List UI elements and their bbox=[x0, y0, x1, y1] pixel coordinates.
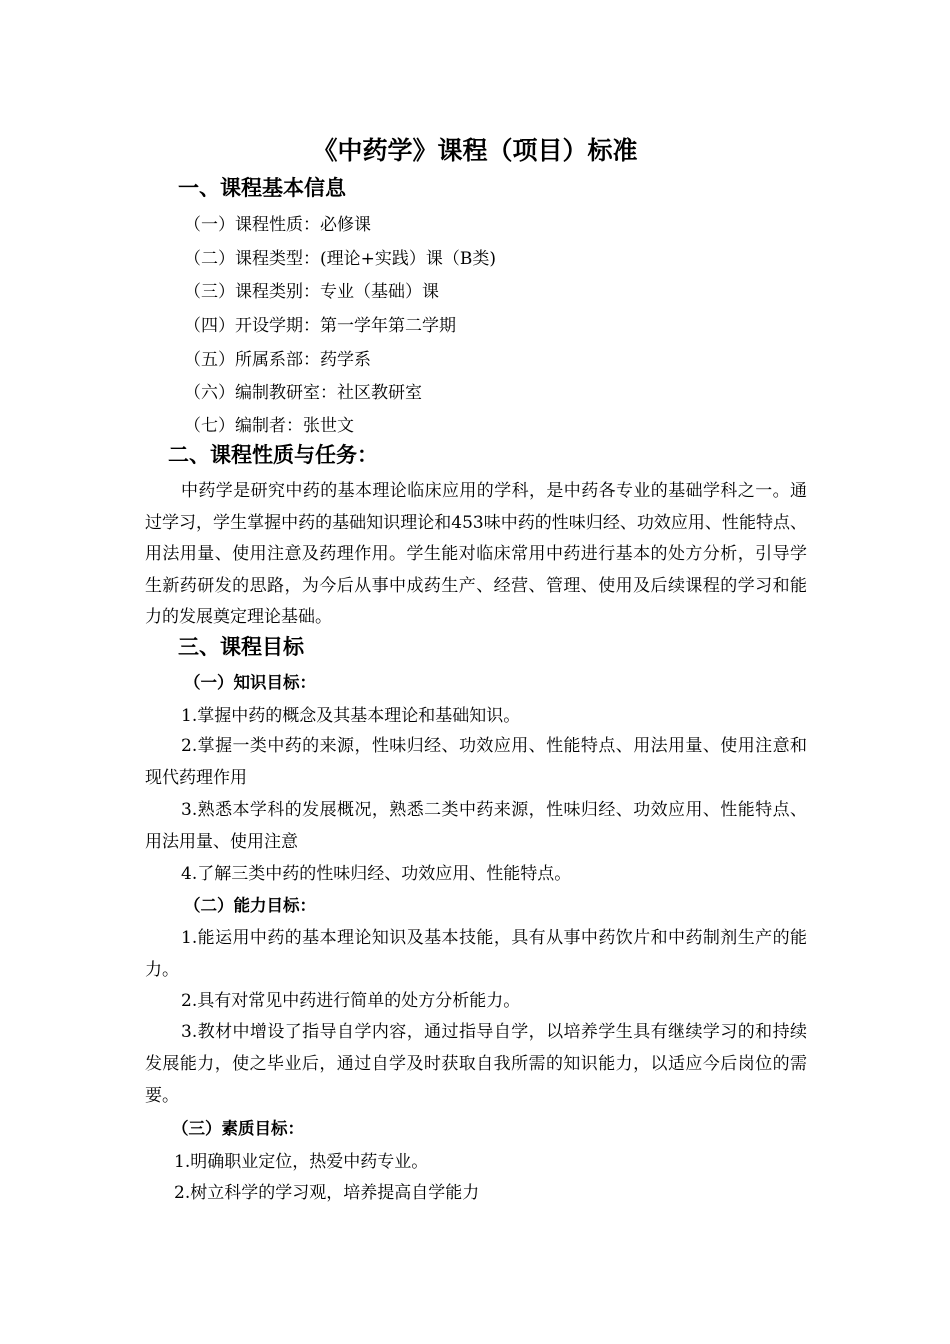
subheading-quality: （三）素质目标： bbox=[172, 1119, 304, 1138]
info-course-type: （二）课程类型：(理论+实践）课（B类) bbox=[184, 249, 497, 269]
document-title: 《中药学》课程（项目）标准 bbox=[312, 136, 638, 165]
section-heading-basic-info: 一、课程基本信息 bbox=[178, 176, 346, 200]
section-heading-nature-tasks: 二、课程性质与任务： bbox=[168, 443, 378, 467]
quality-item-2: 2.树立科学的学习观，培养提高自学能力 bbox=[174, 1183, 480, 1203]
knowledge-item-1: 1.掌握中药的概念及其基本理论和基础知识。 bbox=[181, 706, 521, 726]
info-semester: （四）开设学期：第一学年第二学期 bbox=[184, 316, 456, 336]
ability-item-3: 3.教材中增设了指导自学内容，通过指导自学，以培养学生具有继续学习的和持续发展能力，使之毕业后，通过自学及时获取自我所需的知识能力，以适应今后岗位的需要。 bbox=[145, 1022, 807, 1106]
info-course-nature: （一）课程性质：必修课 bbox=[184, 215, 371, 235]
quality-item-1: 1.明确职业定位，热爱中药专业。 bbox=[174, 1152, 429, 1172]
subheading-ability: （二）能力目标： bbox=[184, 896, 316, 915]
ability-item-1: 1.能运用中药的基本理论知识及基本技能，具有从事中药饮片和中药制剂生产的能力。 bbox=[145, 928, 807, 980]
info-office: （六）编制教研室：社区教研室 bbox=[184, 383, 422, 403]
info-department: （五）所属系部：药学系 bbox=[184, 350, 371, 370]
subheading-knowledge: （一）知识目标： bbox=[184, 673, 316, 692]
info-course-category: （三）课程类别：专业（基础）课 bbox=[184, 282, 439, 302]
info-author: （七）编制者：张世文 bbox=[184, 416, 354, 436]
ability-item-2: 2.具有对常见中药进行简单的处方分析能力。 bbox=[181, 991, 521, 1011]
knowledge-item-4: 4.了解三类中药的性味归经、功效应用、性能特点。 bbox=[181, 864, 572, 884]
knowledge-item-3: 3.熟悉本学科的发展概况，熟悉二类中药来源，性味归经、功效应用、性能特点、用法用量、使用注意 bbox=[145, 800, 807, 852]
knowledge-item-2: 2.掌握一类中药的来源，性味归经、功效应用、性能特点、用法用量、使用注意和现代药理作用 bbox=[145, 736, 807, 788]
nature-tasks-paragraph: 中药学是研究中药的基本理论临床应用的学科，是中药各专业的基础学科之一。通过学习，学生掌握中药的基础知识理论和453味中药的性味归经、功效应用、性能特点、用法用量、使用注意及药理作用。学生能对临床常用中药进行基本的处方分析，引导学生新药研发的思路，为今后从事中成药生产、经营、管理、使用及后续课程的学习和能力的发展奠定理论基础。 bbox=[145, 481, 807, 627]
section-heading-objectives: 三、课程目标 bbox=[178, 635, 304, 659]
